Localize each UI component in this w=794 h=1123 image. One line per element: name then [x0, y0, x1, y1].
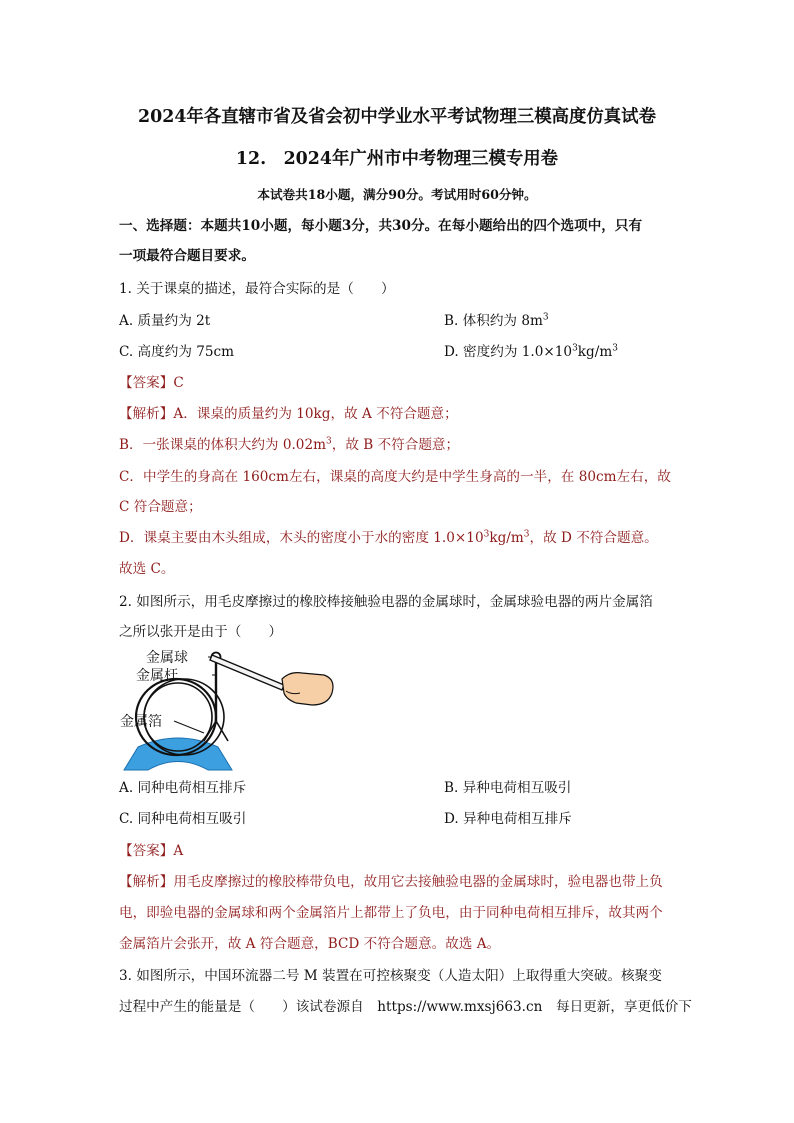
- hand: [282, 673, 333, 705]
- q3-stem-2: 过程中产生的能量是（ ）该试卷源自 https://www.mxsj663.cn 每日更新，享更低价下: [119, 999, 692, 1015]
- electroscope-figure: [116, 645, 346, 773]
- q2-answer: 【答案】A: [119, 843, 184, 859]
- q3-stem-1: 3. 如图所示，中国环流器二号 M 装置在可控核聚变（人造太阳）上取得重大突破。核聚变: [119, 968, 662, 984]
- q2-analysis-1: 【解析】用毛皮摩擦过的橡胶棒带负电，故用它去接触验电器的金属球时，验电器也带上负: [119, 874, 663, 890]
- q2-option-c: C. 同种电荷相互吸引: [119, 811, 247, 827]
- q2-option-a: A. 同种电荷相互排斥: [119, 780, 247, 796]
- q2-stem-2: 之所以张开是由于（ ）: [119, 624, 283, 640]
- label-metal-foil: 金属箔: [120, 714, 162, 730]
- q1-analysis-2: B．一张课桌的体积大约为 $0.02m^3$，故 B 不符合题意；: [119, 436, 460, 453]
- q2-analysis-3: 金属箔片会张开，故 A 符合题意，BCD 不符合题意。故选 A。: [119, 936, 501, 952]
- q1-option-a: A. 质量约为 2t: [119, 313, 211, 329]
- label-metal-rod: 金属杆: [136, 668, 178, 684]
- q1-analysis-3b: C 符合题意；: [119, 499, 202, 515]
- q1-conclusion: 故选 C。: [119, 561, 175, 577]
- q1-analysis-4: D．课桌主要由木头组成，木头的密度小于水的密度 $1.0\times 10^3kg/m^3$，故 D 不符合题意。: [119, 529, 658, 546]
- q1-option-b: B. 体积约为 $8m^3$: [444, 312, 549, 329]
- q1-analysis-3: C．中学生的身高在 160cm左右，课桌的高度大约是中学生身高的一半，在 80cm左右，故: [119, 469, 671, 485]
- q1-option-c: C. 高度约为 75cm: [119, 344, 235, 360]
- label-metal-ball: 金属球: [146, 650, 188, 666]
- rubber-rod: [210, 655, 284, 690]
- page-subtitle: 12. 2024年广州市中考物理三模专用卷: [235, 149, 559, 169]
- q2-option-b: B. 异种电荷相互吸引: [444, 780, 572, 796]
- q1-answer: 【答案】C: [119, 375, 184, 391]
- q1-stem: 1. 关于课桌的描述，最符合实际的是（ ）: [119, 281, 395, 297]
- q2-stem-1: 2. 如图所示，用毛皮摩擦过的橡胶棒接触验电器的金属球时，金属球验电器的两片金属箔: [119, 594, 653, 610]
- section-heading-line1: 一、选择题：本题共10小题，每小题3分，共30分。在每小题给出的四个选项中，只有: [119, 218, 643, 234]
- exam-info: 本试卷共18小题，满分90分。考试用时60分钟。: [257, 187, 537, 202]
- q2-analysis-2: 电，即验电器的金属球和两个金属箔片上都带上了负电，由于同种电荷相互排斥，故其两个: [119, 905, 663, 921]
- q2-option-d: D. 异种电荷相互排斥: [444, 811, 572, 827]
- page-title: 2024年各直辖市省及省会初中学业水平考试物理三模高度仿真试卷: [138, 107, 656, 127]
- q1-analysis-1: 【解析】A．课桌的质量约为 10kg，故 A 不符合题意；: [119, 406, 458, 422]
- section-heading-line2: 一项最符合题目要求。: [119, 248, 255, 264]
- q1-option-d: D. 密度约为 $1.0\times 10^3kg/m^3$: [444, 343, 618, 360]
